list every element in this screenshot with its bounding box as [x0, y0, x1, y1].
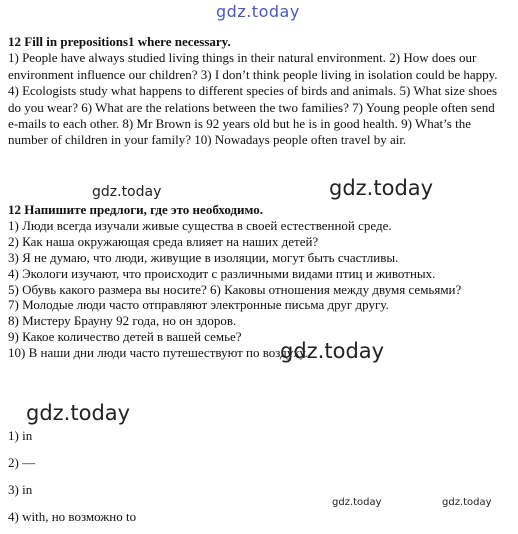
watermark: gdz.today — [332, 497, 382, 508]
russian-line: 1) Люди всегда изучали живые существа в своей естественной среде. — [8, 217, 392, 233]
watermark: gdz.today — [26, 401, 131, 425]
russian-exercise — [8, 202, 508, 361]
english-heading: 12 Fill in prepositions1 where necessary. — [8, 34, 231, 49]
answer-item: 4) with, но возможно to — [8, 509, 137, 524]
english-body: 1) People have always studied living things in their natural environment. 2) How does our environment influence our children? 3) I don’t think people living in isolation could be happy. 4) Ecologists study what happens to different species of birds and animals. 5) What size shoes do you wear? 6) What are the relations between the two families? 7) Young people often send e-mails to each other. 8) Mr Brown is 92 years old but he is in good health. 9) What’s the number of children in your family? 10) Nowadays people often travel by air. — [8, 50, 498, 148]
watermark: gdz.today — [442, 497, 492, 508]
russian-line: 2) Как наша окружающая среда влияет на наших детей? — [8, 233, 319, 249]
russian-heading: 12 Напишите предлоги, где это необходимо. — [8, 202, 263, 217]
russian-line: 7) Молодые люди часто отправляют электронные письма друг другу. — [8, 297, 389, 313]
russian-line: 4) Экологи изучают, что происходит с различными видами птиц и животных. — [8, 265, 436, 281]
russian-line: 10) В наши дни люди часто путешествуют по воздуху. — [8, 345, 308, 361]
russian-line: 5) Обувь какого размера вы носите? 6) Каковы отношения между двумя семьями? — [8, 281, 462, 297]
watermark: gdz.today — [280, 339, 385, 363]
english-exercise — [8, 34, 508, 149]
russian-line: 9) Какое количество детей в вашей семье? — [8, 329, 242, 345]
answer-item: 2) — — [8, 455, 36, 470]
russian-line: 3) Я не думаю, что люди, живущие в изоляции, могут быть счастливы. — [8, 249, 399, 265]
russian-line: 8) Мистеру Брауну 92 года, но он здоров. — [8, 313, 237, 329]
watermark: gdz.today — [92, 184, 162, 200]
answer-item: 1) in — [8, 428, 33, 443]
watermark-top: gdz.today — [216, 2, 300, 21]
watermark: gdz.today — [329, 176, 434, 200]
answer-item: 3) in — [8, 482, 33, 497]
